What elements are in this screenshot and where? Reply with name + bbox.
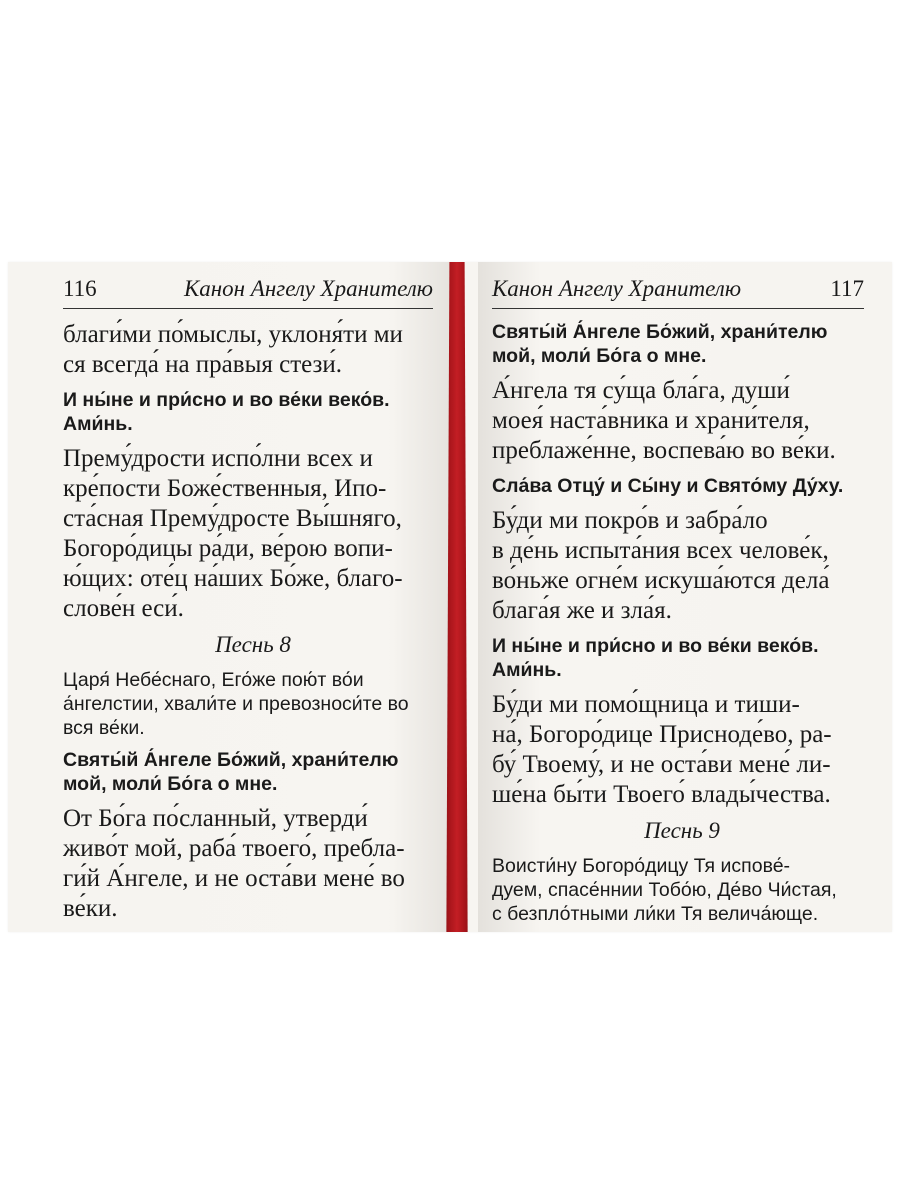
- right-page-text: [492, 320, 872, 926]
- text-line: Царя́ Небе́снаго, Его́же пою́т во́и: [63, 669, 364, 691]
- text-line: слове́н еси́.: [63, 595, 184, 622]
- text-line: бу́ Твоему́, и не оста́ви мене́ ли-: [492, 751, 831, 778]
- song-heading: [63, 630, 443, 660]
- text-line: Богоро́дицы ра́ди, ве́рою вопи-: [63, 535, 393, 562]
- troparion: [492, 506, 872, 626]
- left-page-header: [63, 276, 433, 309]
- irmos: [63, 668, 443, 740]
- text-line: ю́щих: оте́ц на́ших Бо́же, благо-: [63, 565, 403, 592]
- left-page: [8, 262, 456, 932]
- text-line: живо́т мой, раба́ твоего́, пребла-: [63, 835, 405, 862]
- page-number-left: 116: [63, 276, 97, 301]
- text-line: мой, моли́ Бо́га о мне.: [63, 773, 278, 795]
- troparion: [63, 444, 443, 624]
- refrain: [63, 388, 443, 436]
- page-number-right: 117: [830, 276, 864, 301]
- text-line: кре́пости Боже́ственныя, Ипо-: [63, 475, 387, 502]
- text-line: ше́на бы́ти Твоего́ влады́чества.: [492, 781, 831, 808]
- refrain: [492, 474, 872, 498]
- troparion: [63, 320, 443, 380]
- text-line: мой, моли́ Бо́га о мне.: [492, 345, 707, 367]
- refrain: [492, 320, 872, 368]
- text-line: И ны́не и при́сно и во ве́ки веко́в.: [63, 389, 390, 411]
- right-page-header: [492, 276, 864, 309]
- text-line: Песнь 9: [644, 818, 720, 843]
- text-line: Песнь 8: [215, 632, 291, 657]
- refrain: [63, 748, 443, 796]
- text-line: на́, Богоро́дице Присноде́во, ра-: [492, 721, 832, 748]
- troparion: [492, 376, 872, 466]
- text-line: Святы́й А́нгеле Бо́жий, храни́телю: [63, 749, 399, 771]
- text-line: в де́нь испыта́ния всех челове́к,: [492, 537, 829, 564]
- troparion: [492, 690, 872, 810]
- text-line: Сла́ва Отцу́ и Сы́ну и Свято́му Ду́ху.: [492, 475, 844, 497]
- troparion: [63, 804, 443, 924]
- text-line: ста́сная Прему́дросте Вы́шняго,: [63, 505, 402, 532]
- text-line: ся всегда́ на пра́выя стези́.: [63, 351, 343, 378]
- text-line: Ами́нь.: [63, 413, 133, 435]
- left-page-text: [63, 320, 443, 924]
- irmos: [492, 854, 872, 926]
- text-line: благи́ми по́мыслы, уклоня́ти ми: [63, 321, 403, 348]
- refrain: [492, 634, 872, 682]
- text-line: а́нгелстии, хвали́те и превозноси́те во: [63, 693, 409, 715]
- text-line: И ны́не и при́сно и во ве́ки веко́в.: [492, 635, 819, 657]
- text-line: блага́я же и зла́я.: [492, 597, 672, 624]
- right-page: [478, 262, 892, 932]
- text-line: ве́ки.: [63, 895, 118, 922]
- running-title-left: Канон Ангелу Хранителю: [183, 276, 433, 301]
- text-line: с безпло́тными ли́ки Тя велича́юще.: [492, 903, 819, 925]
- text-line: вся ве́ки.: [63, 717, 145, 739]
- text-line: А́нгела тя су́ща бла́га, души́: [492, 377, 790, 404]
- song-heading: [492, 816, 872, 846]
- text-line: От Бо́га по́сланный, утверди́: [63, 805, 368, 832]
- text-line: моея́ наста́вника и храни́теля,: [492, 407, 810, 434]
- text-line: дуем, спасе́ннии Тобо́ю, Де́во Чи́стая,: [492, 879, 837, 901]
- text-line: Святы́й А́нгеле Бо́жий, храни́телю: [492, 321, 828, 343]
- text-line: Прему́дрости испо́лни всех и: [63, 445, 373, 472]
- text-line: во́ньже огне́м искуша́ются дела́: [492, 567, 830, 594]
- open-book: [8, 262, 892, 932]
- text-line: Бу́ди ми помо́щница и тиши-: [492, 691, 800, 718]
- text-line: преблаже́нне, воспева́ю во ве́ки.: [492, 437, 836, 464]
- text-line: Воисти́ну Богоро́дицу Тя испове́-: [492, 855, 791, 877]
- text-line: ги́й А́нгеле, и не оста́ви мене́ во: [63, 865, 405, 892]
- text-line: Ами́нь.: [492, 659, 562, 681]
- running-title-right: Канон Ангелу Хранителю: [492, 276, 742, 301]
- text-line: Бу́ди ми покро́в и забра́ло: [492, 507, 768, 534]
